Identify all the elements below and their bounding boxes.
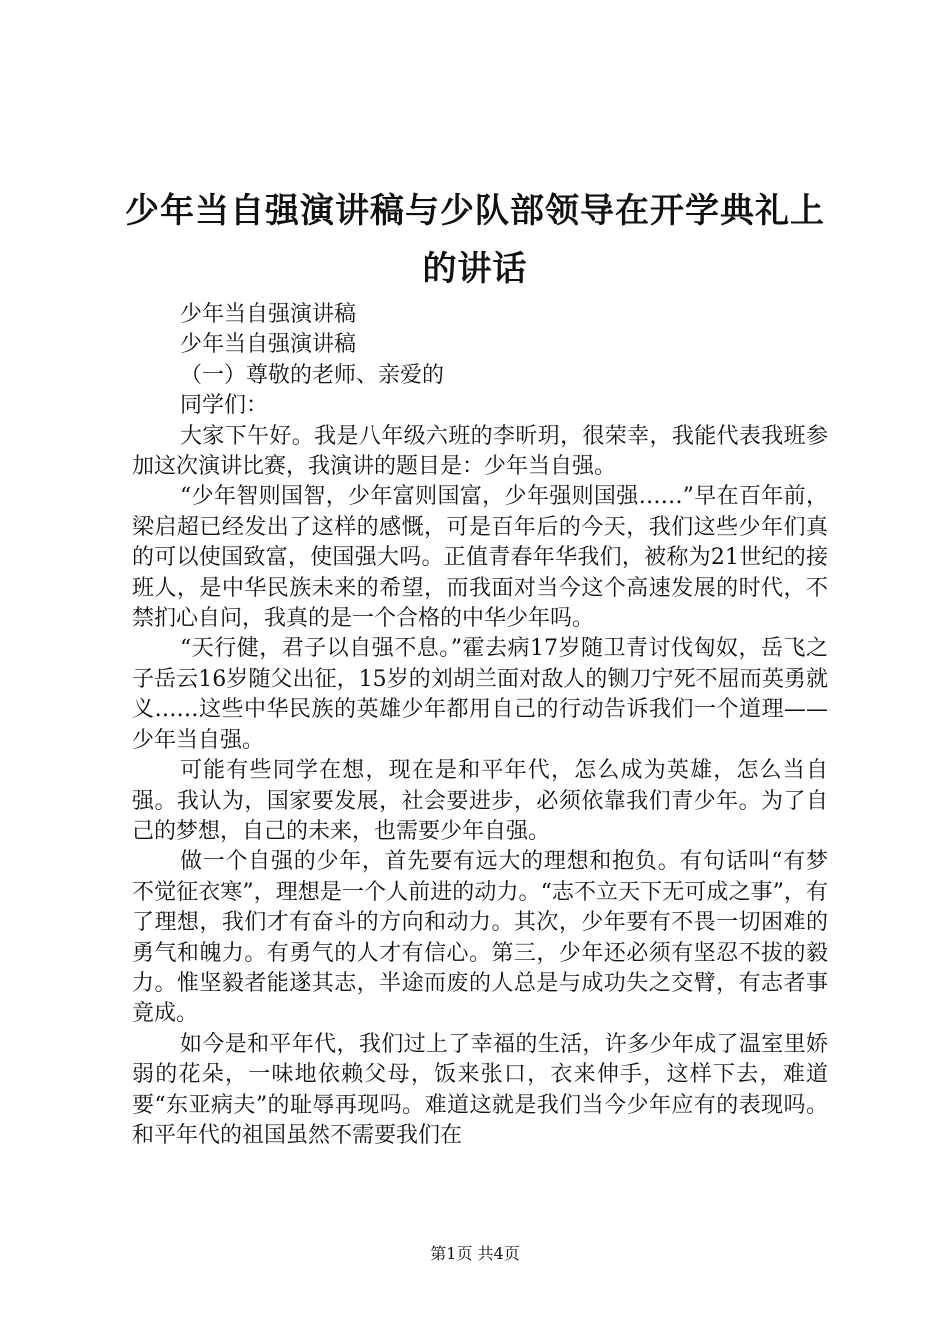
body-paragraph: 做一个自强的少年，首先要有远大的理想和抱负。有句话叫“有梦不觉征衣寒”，理想是一个人前进的动力。“志不立天下无可成之事”，有了理想，我们才有奋斗的方向和动力。其次，少年要有不畏一切困难的勇气和魄力。有勇气的人才有信心。第三，少年还必须有坚忍不拔的毅力。惟坚毅者能遂其志，半途而废的人总是与成功失之交臂，有志者事竟成。 — [132, 849, 828, 1027]
body-paragraph: 大家下午好。我是八年级六班的李昕玥，很荣幸，我能代表我班参加这次演讲比赛，我演讲的题目是：少年当自强。 — [132, 423, 828, 480]
page-footer: 第1页 共4页 — [430, 1244, 520, 1263]
body-paragraph: “少年智则国智，少年富则国富，少年强则国强……”早在百年前，梁启超已经发出了这样的感慨，可是百年后的今天，我们这些少年们真的可以使国致富，使国强大吗。正值青春年华我们，被称为21世纪的接班人，是中华民族未来的希望，而我面对当今这个高速发展的时代，不禁扪心自问，我真的是一个合格的中华少年吗。 — [132, 484, 828, 632]
body-paragraph: 少年当自强演讲稿 — [180, 302, 357, 327]
body-paragraph: 如今是和平年代，我们过上了幸福的生活，许多少年成了温室里娇弱的花朵，一味地依赖父母，饭来张口，衣来伸手，这样下去，难道要“东亚病夫”的耻辱再现吗。难道这就是我们当今少年应有的表现吗。和平年代的祖国虽然不需要我们在 — [132, 1031, 828, 1148]
body-paragraph: 同学们： — [180, 393, 269, 419]
body-paragraph: （一）尊敬的老师、亲爱的 — [180, 362, 445, 388]
document-title-line-1: 少年当自强演讲稿与少队部领导在开学典礼上 — [125, 191, 825, 231]
body-paragraph: “天行健，君子以自强不息。”霍去病17岁随卫青讨伐匈奴，岳飞之子岳云16岁随父出征，15岁的刘胡兰面对敌人的铡刀宁死不屈而英勇就义……这些中华民族的英雄少年都用自己的行动告诉我们一个道理——少年当自强。 — [132, 636, 828, 753]
body-paragraph: 可能有些同学在想，现在是和平年代，怎么成为英雄，怎么当自强。我认为，国家要发展，社会要进步，必须依靠我们青少年。为了自己的梦想，自己的未来，也需要少年自强。 — [132, 758, 828, 844]
body-paragraph: 少年当自强演讲稿 — [180, 332, 357, 358]
document-body — [132, 300, 828, 1151]
document-title-line-2: 的讲话 — [422, 249, 528, 289]
